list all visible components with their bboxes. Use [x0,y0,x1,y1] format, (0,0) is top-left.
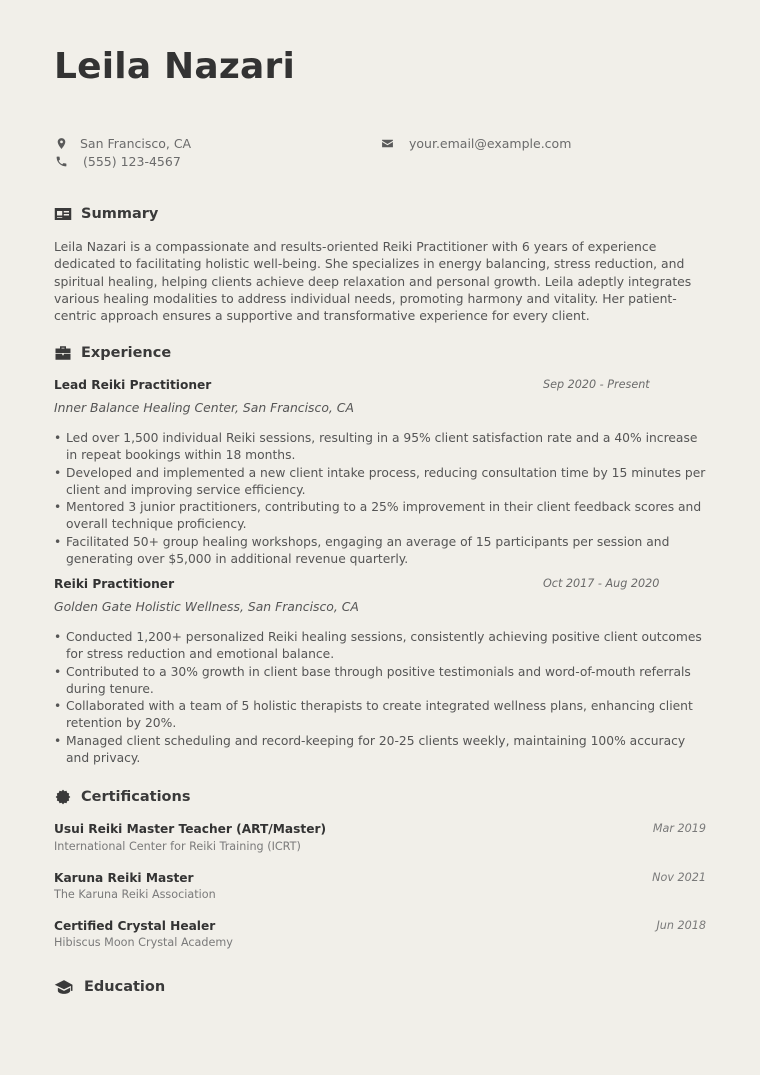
list-item: • Managed client scheduling and record-keeping for 20-25 clients weekly, maintaining 100% accuracy and privacy. [54,733,710,768]
graduation-cap-icon [54,979,74,995]
job-title: Reiki Practitioner [54,577,175,591]
certifications-heading: Certifications [54,789,190,805]
briefcase-icon [54,345,72,361]
id-card-icon [54,206,72,222]
job-company: Golden Gate Holistic Wellness, San Francisco, CA [54,599,359,614]
summary-text: Leila Nazari is a compassionate and results-oriented Reiki Practitioner with 6 years of experience dedicated to facilitating holistic well-being. She specializes in energy balancing, stress reduction, and spiritual healing, helping clients achieve deep relaxation and personal growth. Leila adeptly integrates various healing modalities to address individual needs, promoting harmony and vitality. Her patient-centric approach ensures a supportive and transformative experience for every client. [54,239,692,324]
email-link[interactable]: your.email@example.com [409,136,572,151]
list-item: • Contributed to a 30% growth in client base through positive testimonials and word-of-mouth referrals during tenure. [54,664,710,699]
job-dates: Oct 2017 - Aug 2020 [543,577,660,590]
list-item: • Facilitated 50+ group healing workshops, engaging an average of 15 participants per session and generating over $5,000 in additional revenue quarterly. [54,534,710,569]
cert-org: Hibiscus Moon Crystal Academy [54,936,233,949]
contact-phone [54,154,181,169]
job-company: Inner Balance Healing Center, San Francisco, CA [54,400,354,415]
summary-heading: Summary [54,206,158,222]
education-heading: Education [54,979,165,995]
job-title: Lead Reiki Practitioner [54,378,212,392]
cert-name: Certified Crystal Healer [54,919,216,933]
cert-date: Jun 2018 [656,919,706,932]
contact-location [54,136,191,151]
location-text: San Francisco, CA [80,136,192,151]
envelope-icon [380,137,394,151]
cert-org: The Karuna Reiki Association [54,888,216,901]
badge-icon [54,789,72,805]
cert-org: International Center for Reiki Training (ICRT) [54,840,301,853]
list-item: • Developed and implemented a new client intake process, reducing consultation time by 15 minutes per client and improving service efficiency. [54,465,710,500]
job-bullets [54,629,710,767]
map-pin-icon [54,137,68,151]
phone-icon [54,155,68,169]
cert-date: Nov 2021 [652,871,706,884]
job-dates: Sep 2020 - Present [543,378,650,391]
list-item: • Conducted 1,200+ personalized Reiki healing sessions, consistently achieving positive client outcomes for stress reduction and emotional balance. [54,629,710,664]
phone-text: (555) 123-4567 [83,154,181,169]
job-bullets [54,430,710,568]
list-item: • Mentored 3 junior practitioners, contributing to a 25% improvement in their client feedback scores and overall technique proficiency. [54,499,710,534]
cert-name: Usui Reiki Master Teacher (ART/Master) [54,822,327,836]
cert-date: Mar 2019 [652,822,706,835]
candidate-name: Leila Nazari [54,46,296,87]
cert-name: Karuna Reiki Master [54,871,194,885]
list-item: • Led over 1,500 individual Reiki sessions, resulting in a 95% client satisfaction rate and a 40% increase in repeat bookings within 18 months. [54,430,710,465]
experience-heading: Experience [54,345,171,361]
list-item: • Collaborated with a team of 5 holistic therapists to create integrated wellness plans, enhancing client retention by 20%. [54,698,710,733]
contact-email [380,136,571,151]
